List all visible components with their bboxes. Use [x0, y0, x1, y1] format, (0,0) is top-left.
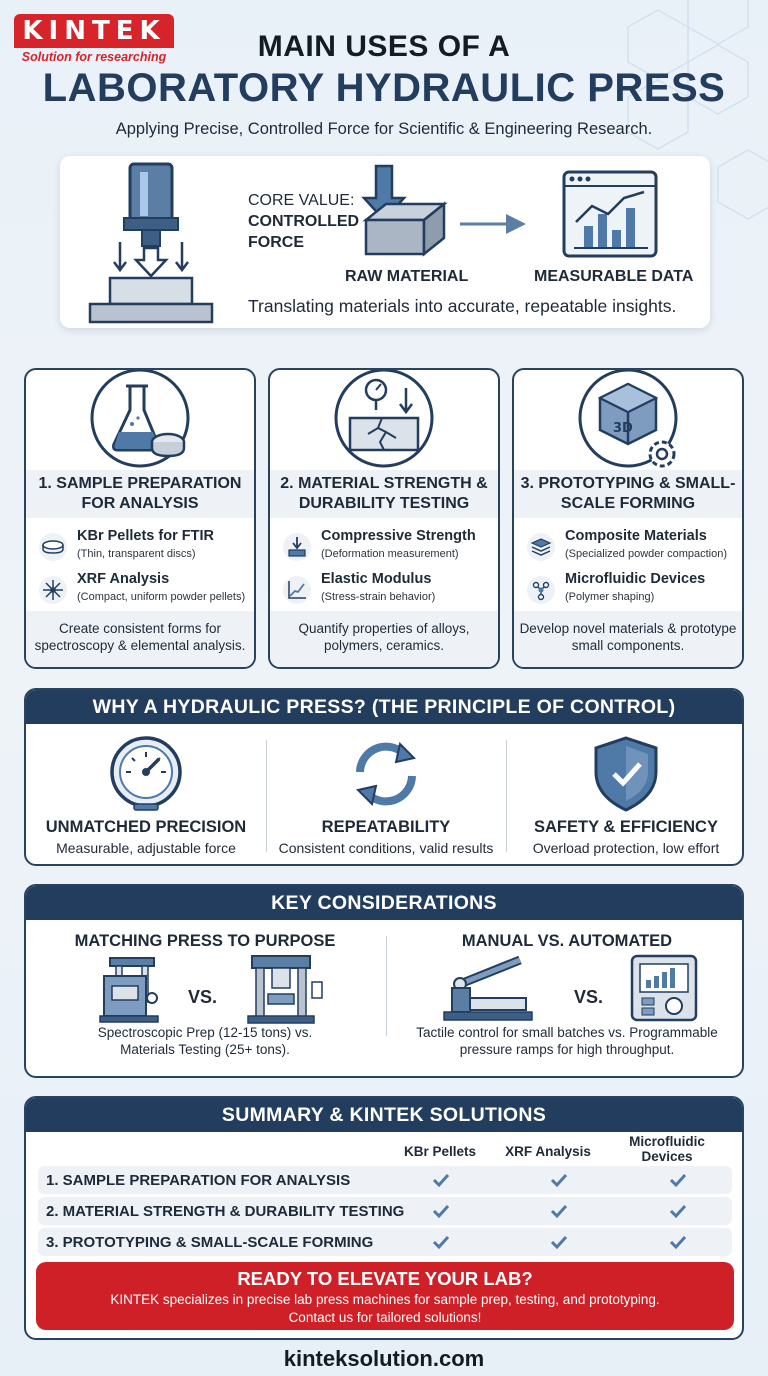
- use-card-prototyping: [512, 368, 744, 669]
- use-item: [36, 569, 256, 609]
- cube-3d-gear-icon: [576, 368, 680, 472]
- title-line-2: LABORATORY HYDRAULIC PRESS: [42, 66, 726, 110]
- use-item: [524, 569, 744, 609]
- why-item-desc: Consistent conditions, valid results: [278, 840, 494, 856]
- check-icon: [669, 1233, 687, 1251]
- measurable-data-label: MEASURABLE DATA: [534, 268, 694, 285]
- website-link[interactable]: kinteksolution.com: [283, 1346, 485, 1371]
- use-card-title: 1. SAMPLE PREPARATION FOR ANALYSIS: [38, 475, 242, 512]
- section-heading: WHY A HYDRAULIC PRESS? (THE PRINCIPLE OF CONTROL): [26, 690, 742, 724]
- pellet-disc-icon: [38, 532, 68, 562]
- hydraulic-press-icon: [90, 164, 212, 322]
- consideration-press-purpose: [26, 920, 384, 1078]
- compression-arrow-icon: [282, 532, 312, 562]
- use-card-sample-preparation: [24, 368, 256, 669]
- use-item-name: Composite Materials: [565, 528, 707, 544]
- core-value-prefix: CORE VALUE:: [248, 192, 355, 209]
- shield-check-icon: [586, 734, 666, 814]
- use-card-footer: Quantify properties of alloys, polymers, ceramics.: [270, 611, 498, 667]
- why-item-title: REPEATABILITY: [321, 818, 451, 836]
- microfluidic-network-icon: [526, 575, 556, 605]
- section-heading: KEY CONSIDERATIONS: [26, 886, 742, 920]
- use-card-strength-testing: [268, 368, 500, 669]
- manual-lever-press-icon: [444, 960, 532, 1020]
- summary-section: [24, 1096, 744, 1340]
- use-item-desc: (Thin, transparent discs): [77, 548, 196, 560]
- manual-automated-illustration: [388, 954, 744, 1024]
- vs-label: VS.: [188, 987, 218, 1007]
- check-icon: [550, 1233, 568, 1251]
- core-value-main: CONTROLLED FORCE: [248, 213, 360, 251]
- cta-body-line-1: KINTEK specializes in precise lab press machines for sample prep, testing, and prototyping.: [110, 1292, 660, 1307]
- use-item: [280, 526, 500, 566]
- measurable-data-chart-icon: [564, 172, 656, 256]
- consideration-title: MANUAL VS. AUTOMATED: [461, 932, 673, 950]
- title-line-1: MAIN USES OF A: [257, 30, 511, 63]
- flask-pellet-icon: [88, 368, 192, 472]
- summary-column-header: KBr Pellets: [403, 1144, 477, 1159]
- use-item-desc: (Stress-strain behavior): [321, 591, 436, 603]
- check-icon: [669, 1171, 687, 1189]
- check-icon: [669, 1202, 687, 1220]
- consideration-manual-automated: [388, 920, 744, 1078]
- why-item-repeatability: [266, 724, 506, 866]
- cycle-arrows-icon: [346, 734, 426, 814]
- summary-column-header: XRF Analysis: [505, 1144, 591, 1159]
- why-item-precision: [26, 724, 266, 866]
- use-item-desc: (Polymer shaping): [565, 591, 655, 603]
- use-item-desc: (Specialized powder compaction): [565, 548, 728, 560]
- large-press-icon: [248, 956, 322, 1023]
- gauge-icon: [106, 734, 186, 814]
- layers-icon: [526, 532, 556, 562]
- why-hydraulic-press-section: [24, 688, 744, 866]
- use-item-desc: (Compact, uniform powder pellets): [77, 591, 246, 603]
- core-tagline: Translating materials into accurate, repeatable insights.: [248, 296, 677, 316]
- logo-wordmark: KINTEK: [14, 14, 174, 48]
- use-item-name: KBr Pellets for FTIR: [77, 528, 214, 544]
- use-item: [524, 526, 744, 566]
- summary-row-label: 2. MATERIAL STRENGTH & DURABILITY TESTING: [46, 1203, 405, 1220]
- summary-row-label: 3. PROTOTYPING & SMALL-SCALE FORMING: [46, 1234, 374, 1251]
- key-considerations-section: [24, 884, 744, 1078]
- cta-body-line-2: Contact us for tailored solutions!: [288, 1310, 482, 1325]
- summary-row: [38, 1197, 732, 1225]
- check-icon: [550, 1202, 568, 1220]
- summary-row: [38, 1228, 732, 1256]
- cta-heading: READY TO ELEVATE YOUR LAB?: [237, 1268, 533, 1289]
- stress-strain-graph-icon: [282, 575, 312, 605]
- why-item-safety: [506, 724, 744, 866]
- vs-label: VS.: [574, 987, 604, 1007]
- use-card-title: 2. MATERIAL STRENGTH & DURABILITY TESTING: [280, 475, 488, 512]
- use-item-name: Microfluidic Devices: [565, 571, 706, 587]
- why-item-desc: Measurable, adjustable force: [56, 840, 236, 856]
- consideration-title: MATCHING PRESS TO PURPOSE: [74, 932, 336, 950]
- cracked-block-gauge-icon: [332, 368, 436, 472]
- cube-3d-text: 3D: [613, 421, 633, 436]
- core-value-card: [60, 156, 710, 328]
- section-heading: SUMMARY & KINTEK SOLUTIONS: [26, 1098, 742, 1132]
- raw-material-label: RAW MATERIAL: [345, 268, 469, 285]
- summary-row: [38, 1166, 732, 1194]
- use-item-desc: (Deformation measurement): [321, 548, 459, 560]
- use-card-title: 3. PROTOTYPING & SMALL-SCALE FORMING: [520, 475, 736, 512]
- xrf-atom-icon: [38, 575, 68, 605]
- why-item-title: UNMATCHED PRECISION: [45, 818, 247, 836]
- use-item: [280, 569, 500, 609]
- use-item-name: Compressive Strength: [321, 528, 476, 544]
- why-item-desc: Overload protection, low effort: [532, 840, 720, 856]
- use-card-footer: Develop novel materials & prototype small components.: [514, 611, 742, 667]
- check-icon: [432, 1233, 450, 1251]
- raw-material-block-icon: [364, 166, 444, 254]
- transform-arrow-icon: [460, 214, 526, 234]
- summary-row-label: 1. SAMPLE PREPARATION FOR ANALYSIS: [46, 1172, 351, 1189]
- subtitle: Applying Precise, Controlled Force for Scientific & Engineering Research.: [115, 120, 653, 138]
- summary-column-header: Microfluidic Devices: [629, 1134, 705, 1164]
- cta-banner[interactable]: [36, 1262, 734, 1330]
- check-icon: [550, 1171, 568, 1189]
- automated-control-panel-icon: [632, 956, 696, 1020]
- use-card-footer: Create consistent forms for spectroscopy & elemental analysis.: [26, 611, 254, 667]
- core-value-label: [248, 190, 368, 253]
- small-press-icon: [100, 958, 158, 1022]
- why-item-title: SAFETY & EFFICIENCY: [534, 818, 718, 836]
- check-icon: [432, 1202, 450, 1220]
- logo-tagline: Solution for researching: [21, 50, 167, 64]
- check-icon: [432, 1171, 450, 1189]
- consideration-desc: Spectroscopic Prep (12-15 tons) vs. Materials Testing (25+ tons).: [97, 1025, 313, 1057]
- use-item-name: XRF Analysis: [77, 571, 170, 587]
- consideration-desc: Tactile control for small batches vs. Programmable pressure ramps for high throughput.: [416, 1025, 718, 1057]
- use-item-name: Elastic Modulus: [321, 571, 432, 587]
- use-item: [36, 526, 256, 566]
